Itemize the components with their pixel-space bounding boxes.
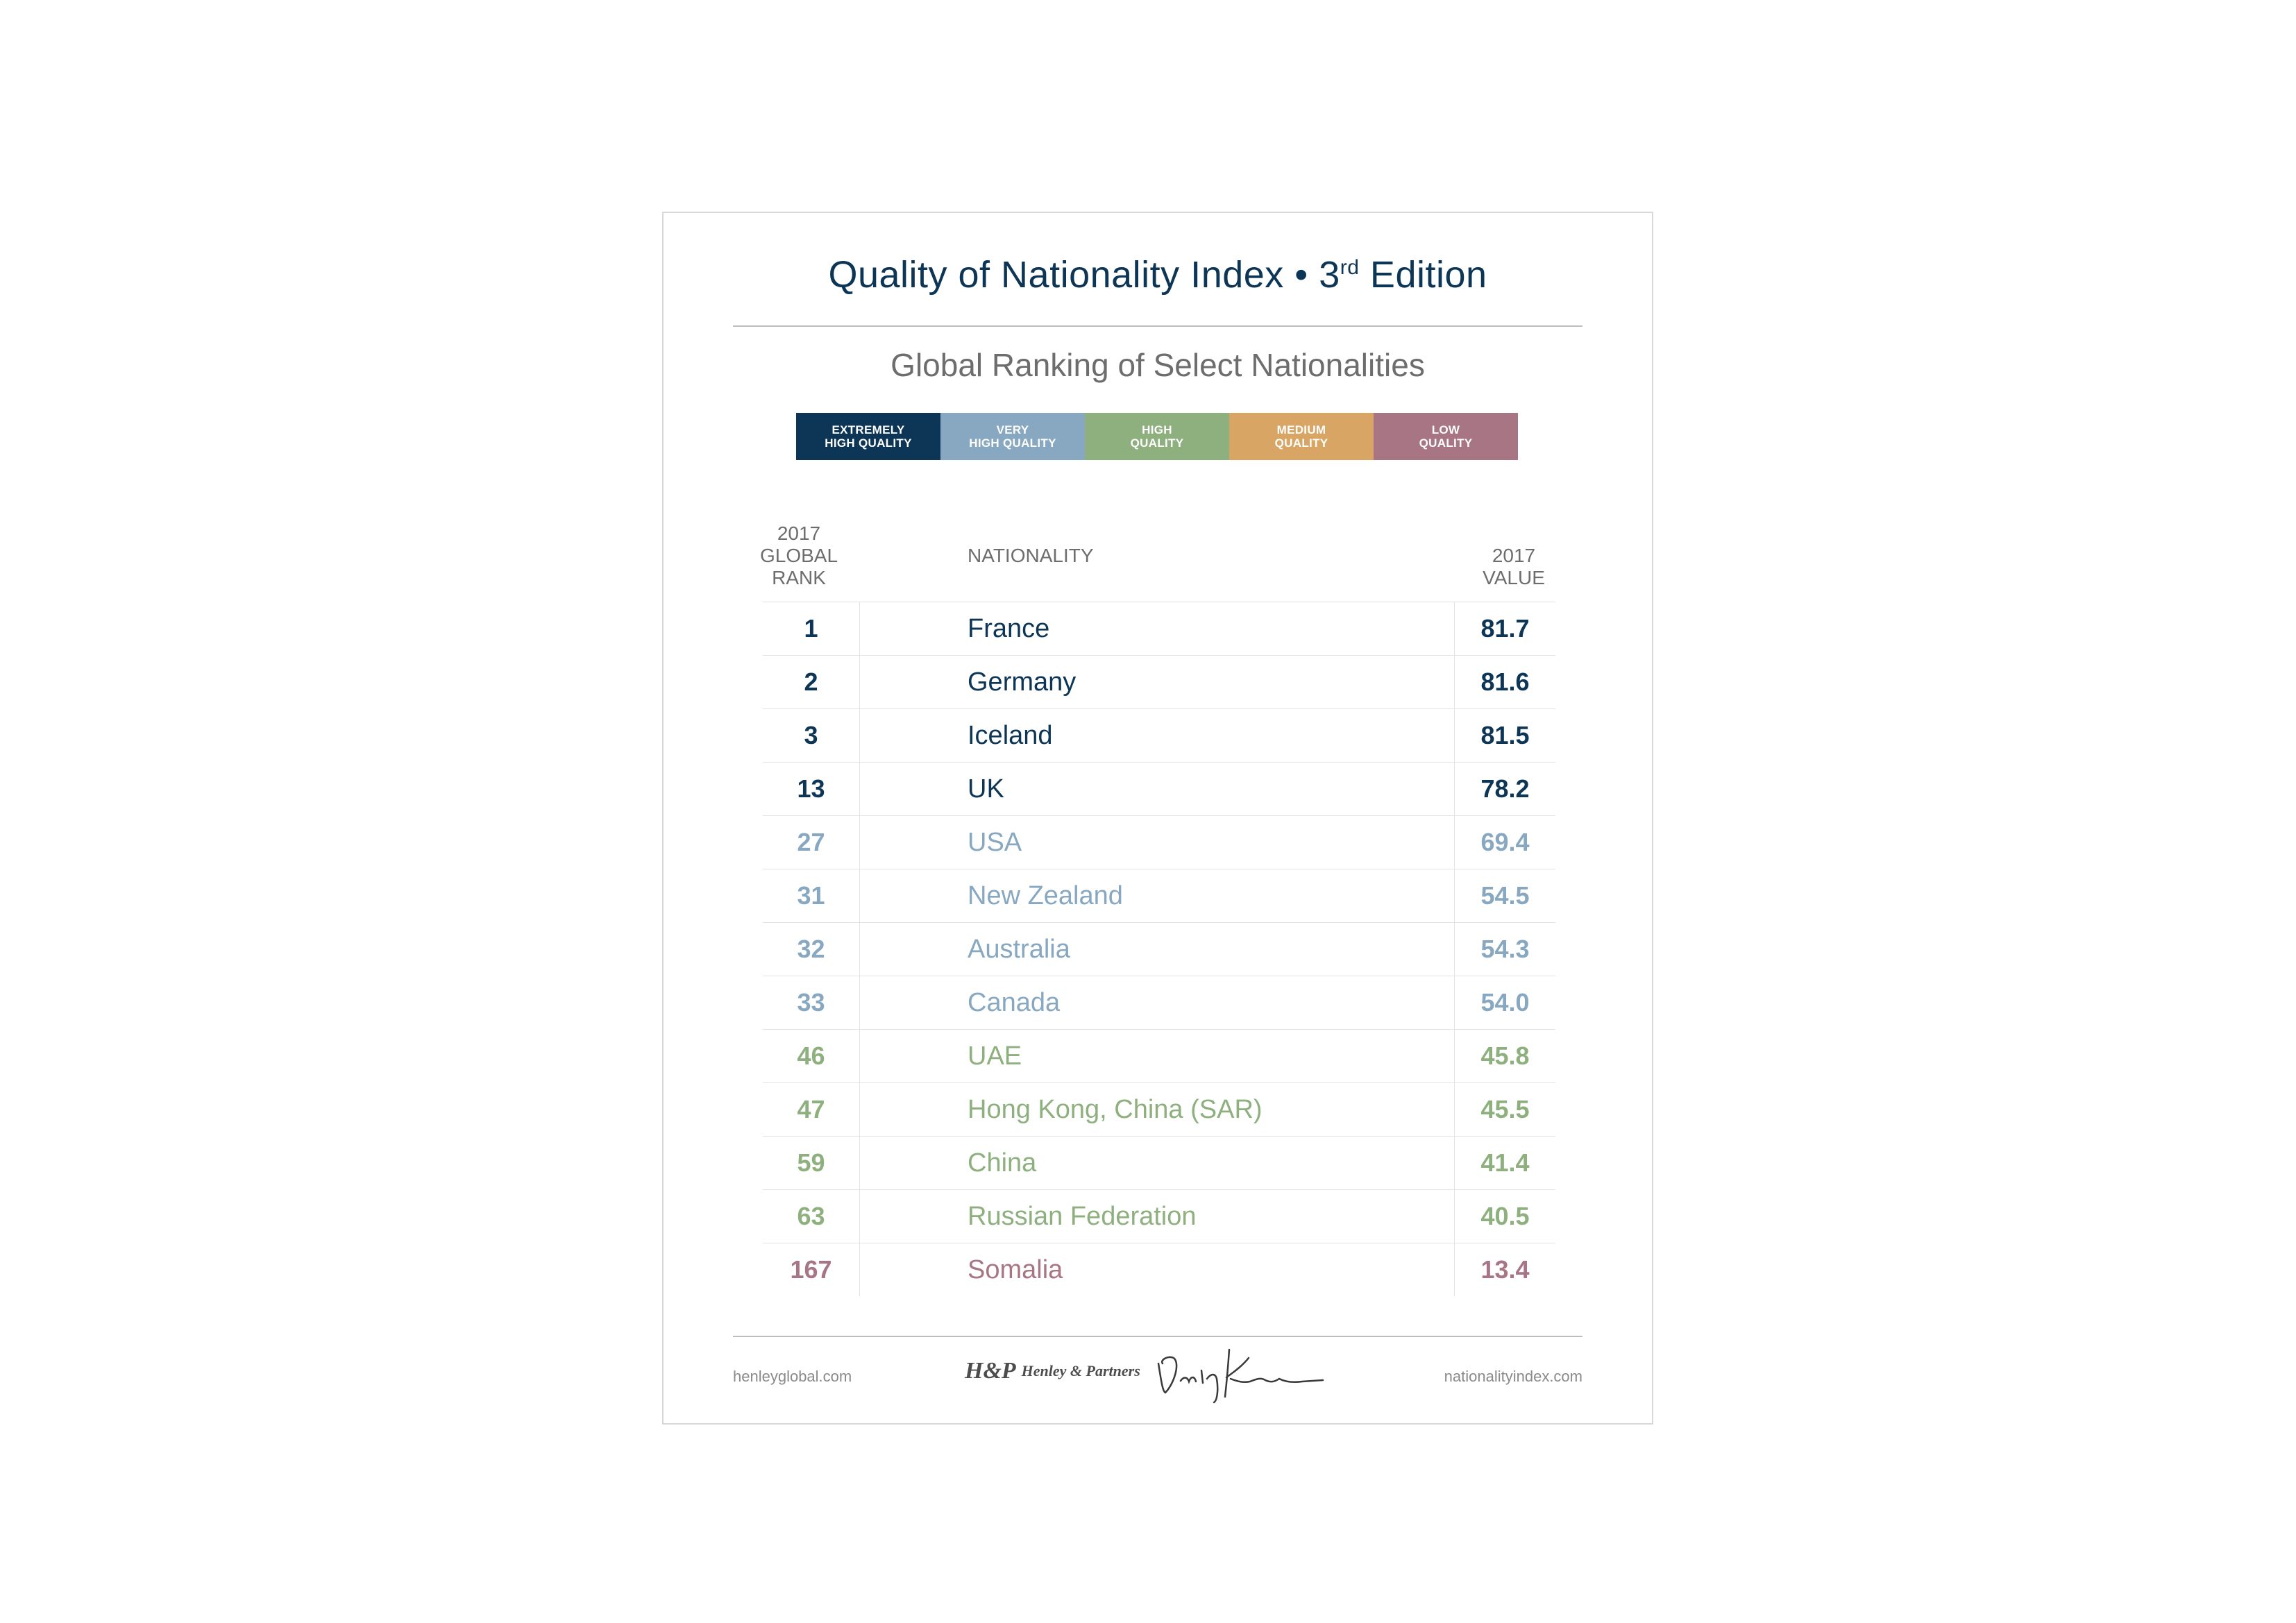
legend-high: HIGH QUALITY [1085,413,1229,460]
nationality-cell: Iceland [968,721,1053,750]
henley-url[interactable]: henleyglobal.com [733,1368,852,1385]
nationality-cell: France [968,614,1050,643]
table-row [763,1029,1555,1082]
nationality-cell: New Zealand [968,881,1123,910]
value-cell: 45.5 [1454,1083,1555,1136]
nationality-cell: Germany [968,668,1077,697]
value-column-header: 2017 VALUE [1483,545,1545,588]
rank-cell: 33 [763,976,860,1029]
title-tail: Edition [1359,254,1487,296]
top-divider [733,325,1582,327]
ranking-table [763,602,1555,1296]
page-title [664,253,1652,296]
rank-cell: 63 [763,1190,860,1243]
value-cell: 40.5 [1454,1190,1555,1243]
hp-logo-mark: H&P [965,1358,1016,1384]
nationality-cell: Hong Kong, China (SAR) [968,1095,1263,1124]
rank-cell: 46 [763,1030,860,1082]
value-cell: 54.0 [1454,976,1555,1029]
table-row [763,1082,1555,1136]
table-row [763,869,1555,922]
value-cell: 81.7 [1454,602,1555,655]
legend-very-high: VERY HIGH QUALITY [940,413,1085,460]
legend-medium: MEDIUM QUALITY [1229,413,1374,460]
value-cell: 81.6 [1454,656,1555,708]
table-row [763,1189,1555,1243]
legend-extremely-high: EXTREMELY HIGH QUALITY [796,413,940,460]
rank-cell: 32 [763,923,860,976]
value-cell: 45.8 [1454,1030,1555,1082]
table-row [763,708,1555,762]
nationality-cell: UAE [968,1042,1022,1071]
rank-cell: 2 [763,656,860,708]
value-cell: 78.2 [1454,763,1555,815]
rank-cell: 13 [763,763,860,815]
signature-image [1153,1343,1326,1405]
rank-cell: 167 [763,1243,860,1296]
nationality-index-url[interactable]: nationalityindex.com [1444,1368,1582,1385]
legend-low: LOW QUALITY [1374,413,1518,460]
rank-cell: 3 [763,709,860,762]
value-cell: 81.5 [1454,709,1555,762]
nationality-cell: China [968,1148,1037,1178]
rank-cell: 31 [763,869,860,922]
nationality-cell: UK [968,774,1004,804]
value-cell: 13.4 [1454,1243,1555,1296]
bottom-divider [733,1336,1582,1337]
nationality-cell: Canada [968,988,1061,1017]
title-main: Quality of Nationality Index • 3 [828,254,1340,296]
nationality-cell: USA [968,828,1022,857]
nationality-cell: Australia [968,935,1070,964]
table-row [763,1243,1555,1296]
table-row [763,762,1555,815]
value-cell: 69.4 [1454,816,1555,869]
nationality-cell: Somalia [968,1255,1063,1284]
rank-cell: 59 [763,1137,860,1189]
table-row [763,815,1555,869]
nationality-column-header: NATIONALITY [968,545,1094,566]
table-row [763,922,1555,976]
logo-text: Henley & Partners [1021,1362,1140,1379]
rank-column-header: 2017 GLOBAL RANK [759,522,838,588]
rank-cell: 27 [763,816,860,869]
table-row [763,655,1555,708]
value-cell: 54.5 [1454,869,1555,922]
table-row [763,602,1555,655]
henley-partners-logo [965,1358,1140,1384]
value-cell: 41.4 [1454,1137,1555,1189]
subtitle: Global Ranking of Select Nationalities [890,347,1425,383]
table-row [763,976,1555,1029]
rank-cell: 1 [763,602,860,655]
title-superscript: rd [1340,256,1360,279]
rank-cell: 47 [763,1083,860,1136]
quality-legend [796,413,1518,460]
nationality-cell: Russian Federation [968,1202,1197,1231]
table-row [763,1136,1555,1189]
value-cell: 54.3 [1454,923,1555,976]
index-card [662,212,1653,1425]
